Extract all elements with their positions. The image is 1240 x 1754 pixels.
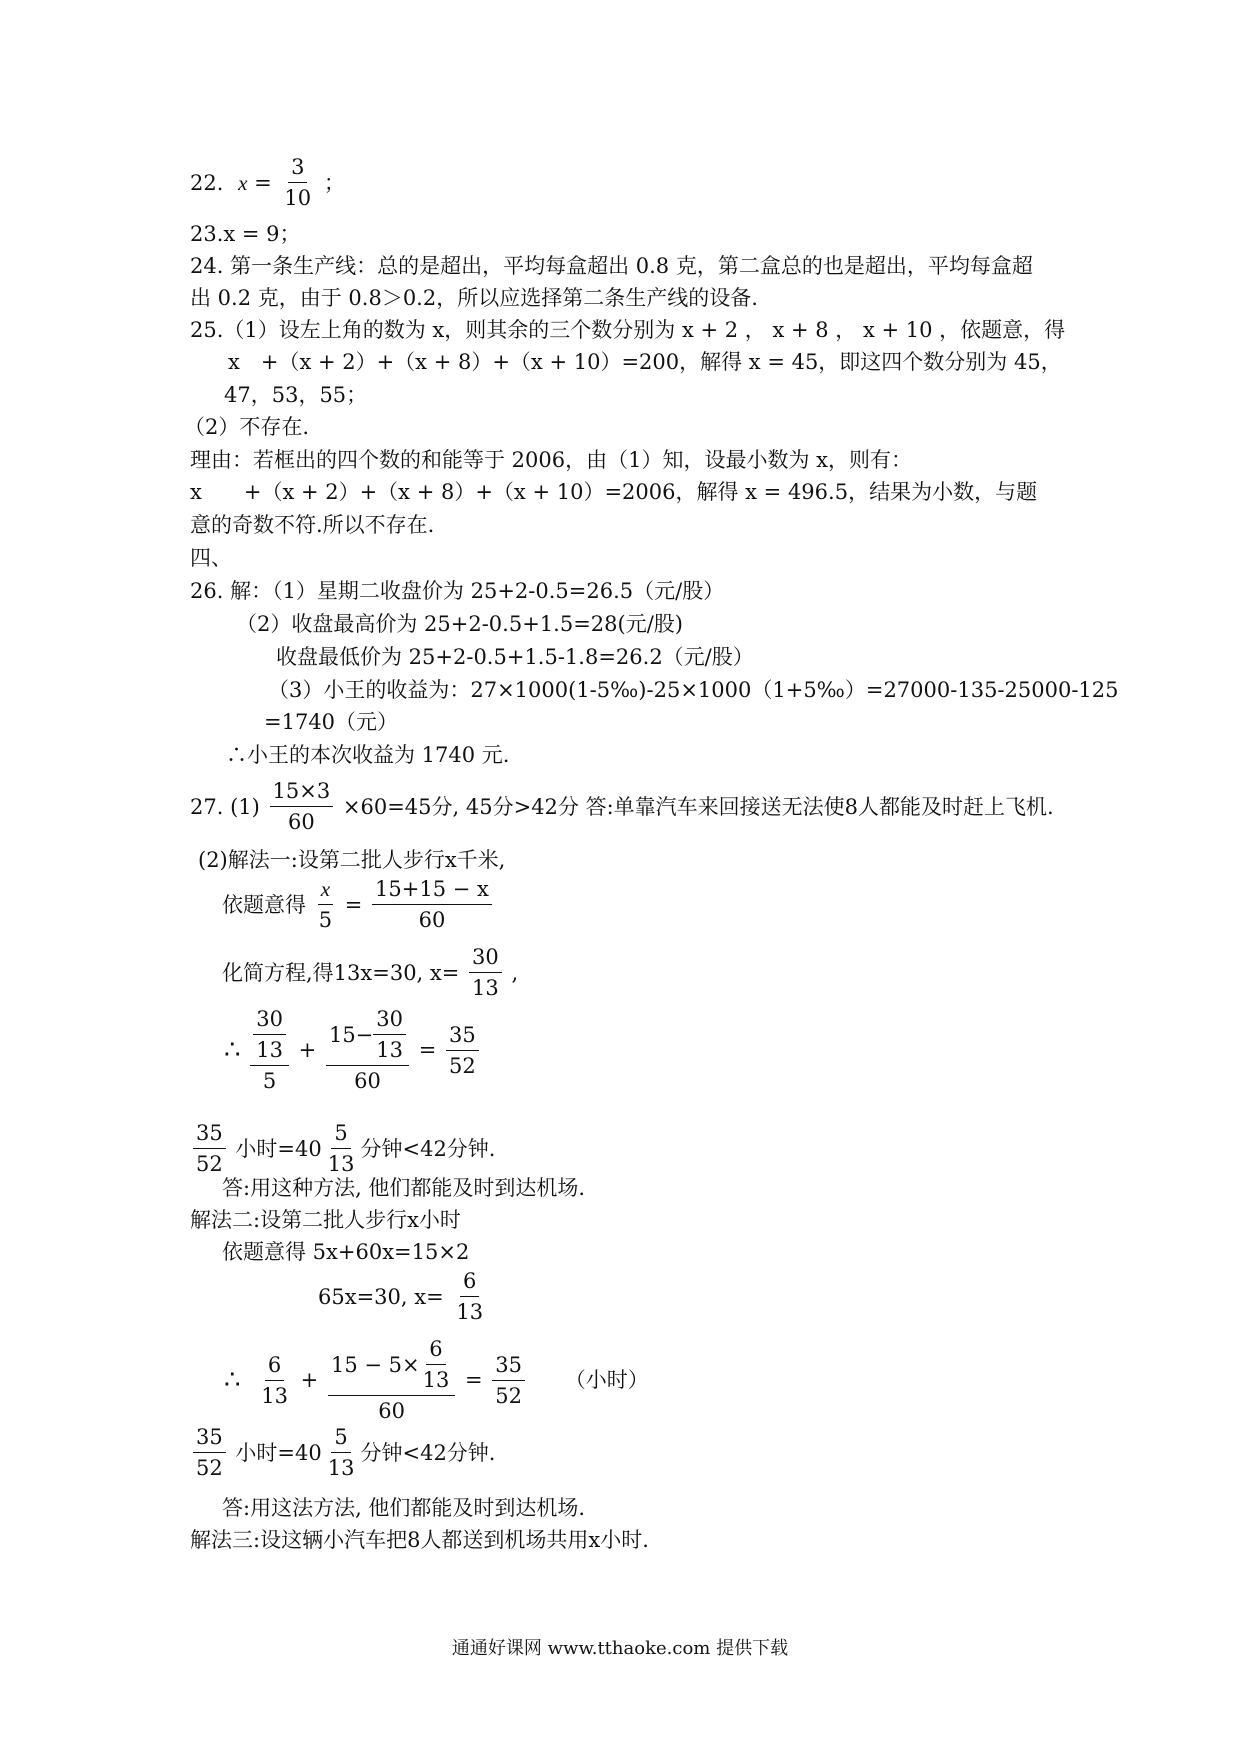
- answer-25-line2: x +（x + 2）+（x + 8）+（x + 10）=200，解得 x = 45，即这四个数分别为 45，: [228, 350, 1062, 374]
- answer-26-line1: 26. 解：（1）星期二收盘价为 25+2-0.5=26.5（元/股）: [190, 579, 725, 603]
- method2-equation: 依题意得 5x+60x=15×2: [222, 1240, 470, 1264]
- fraction: $\frac{35}{52}$: [193, 1422, 226, 1483]
- answer-26-line5: =1740（元）: [264, 710, 399, 734]
- method1-convert: $\frac{35}{52}$ 小时=40 $\frac{5}{13}$ 分钟<42分钟.: [190, 1118, 495, 1179]
- method2-convert: $\frac{35}{52}$ 小时=40 $\frac{5}{13}$ 分钟<42分钟.: [190, 1422, 495, 1483]
- fraction: $\frac{3}{10}$: [281, 152, 314, 213]
- fraction: $\frac{15\times 3}{60}$: [270, 776, 334, 837]
- method2-simplify: 65x=30, x= $\frac{6}{13}$: [318, 1266, 489, 1327]
- fraction: $\frac{x}{5}$: [316, 874, 335, 935]
- answer-26-line6: ∴小王的本次收益为 1740 元.: [226, 743, 510, 767]
- answer-25-line1: 25.（1）设左上角的数为 x，则其余的三个数分别为 x + 2 ， x + 8 ， x + 10 ，依题意，得: [190, 318, 1066, 342]
- fraction: $\frac{5}{13}$: [325, 1422, 358, 1483]
- method1-answer: 答:用这种方法, 他们都能及时到达机场.: [222, 1176, 586, 1200]
- answer-22: 22. x = $\frac{3}{10}$ ；: [190, 152, 345, 213]
- method1-simplify: 化简方程,得13x=30, x= $\frac{30}{13}$ ,: [222, 942, 518, 1003]
- answer-23: 23.x = 9；: [190, 222, 301, 246]
- answer-27-part1: 27. (1) $\frac{15\times 3}{60}$ ×60=45分, 45分>42分 答:单靠汽车来回接送无法使8人都能及时赶上飞机.: [190, 776, 1054, 837]
- answer-25-line5: 理由：若框出的四个数的和能等于 2006，由（1）知，设最小数为 x，则有：: [190, 448, 912, 472]
- fraction: $\frac{5}{13}$: [325, 1118, 358, 1179]
- compound-fraction: $\frac{\frac{30}{13}}{5}$: [250, 1004, 289, 1096]
- answer-25-line6: x +（x + 2）+（x + 8）+（x + 10）=2006，解得 x = 496.5，结果为小数，与题: [190, 480, 1038, 504]
- page-footer: 通通好课网 www.tthaoke.com 提供下载: [451, 1638, 789, 1659]
- method1-sum: ∴ $\frac{\frac{30}{13}}{5}$ + 15− $\frac{30}{13}$ 60 = $\frac{35}{52}$: [224, 1004, 482, 1096]
- answer-24-line1: 24. 第一条生产线：总的是超出，平均每盒超出 0.8 克，第二盒总的也是超出，平均每盒超: [190, 254, 1033, 278]
- answer-25-line7: 意的奇数不符.所以不存在.: [190, 513, 435, 537]
- method3-heading: 解法三:设这辆小汽车把8人都送到机场共用x小时.: [190, 1528, 649, 1552]
- method1-heading: (2)解法一:设第二批人步行x千米,: [198, 848, 506, 872]
- fraction: $\frac{6}{13}$: [453, 1266, 486, 1327]
- answer-26-line4: （3）小王的收益为：27×1000(1-5‰)-25×1000（1+5‰）=27000-135-25000-125: [268, 678, 1119, 702]
- answer-24-line2: 出 0.2 克，由于 0.8＞0.2，所以应选择第二条生产线的设备.: [190, 286, 758, 310]
- fraction: $\frac{35}{52}$: [193, 1118, 226, 1179]
- fraction: $\frac{30}{13}$: [469, 942, 502, 1003]
- answer-26-line2: （2）收盘最高价为 25+2-0.5+1.5=28(元/股): [236, 612, 683, 636]
- answer-25-line3: 47，53，55；: [224, 383, 368, 407]
- method1-equation: 依题意得 $\frac{x}{5}$ = $\frac{15+15 - x}{60}$: [222, 874, 495, 935]
- method2-sum: ∴ $\frac{6}{13}$ + 15 − 5× $\frac{6}{13}$ 60 = $\frac{35}{52}$ （小时）: [224, 1334, 649, 1426]
- fraction: $\frac{35}{52}$: [446, 1020, 479, 1081]
- fraction: $\frac{35}{52}$: [492, 1350, 525, 1411]
- section-four: 四、: [190, 546, 232, 570]
- answer-26-line3: 收盘最低价为 25+2-0.5+1.5-1.8=26.2（元/股）: [276, 645, 754, 669]
- compound-fraction: 15 − 5× $\frac{6}{13}$ 60: [328, 1334, 455, 1426]
- answer-25-line4: （2）不存在.: [184, 415, 310, 439]
- method2-answer: 答:用这法方法, 他们都能及时到达机场.: [222, 1496, 586, 1520]
- fraction: $\frac{15+15 - x}{60}$: [372, 874, 492, 935]
- fraction: $\frac{6}{13}$: [258, 1350, 291, 1411]
- method2-heading: 解法二:设第二批人步行x小时: [190, 1208, 461, 1232]
- compound-fraction: 15− $\frac{30}{13}$ 60: [326, 1004, 409, 1096]
